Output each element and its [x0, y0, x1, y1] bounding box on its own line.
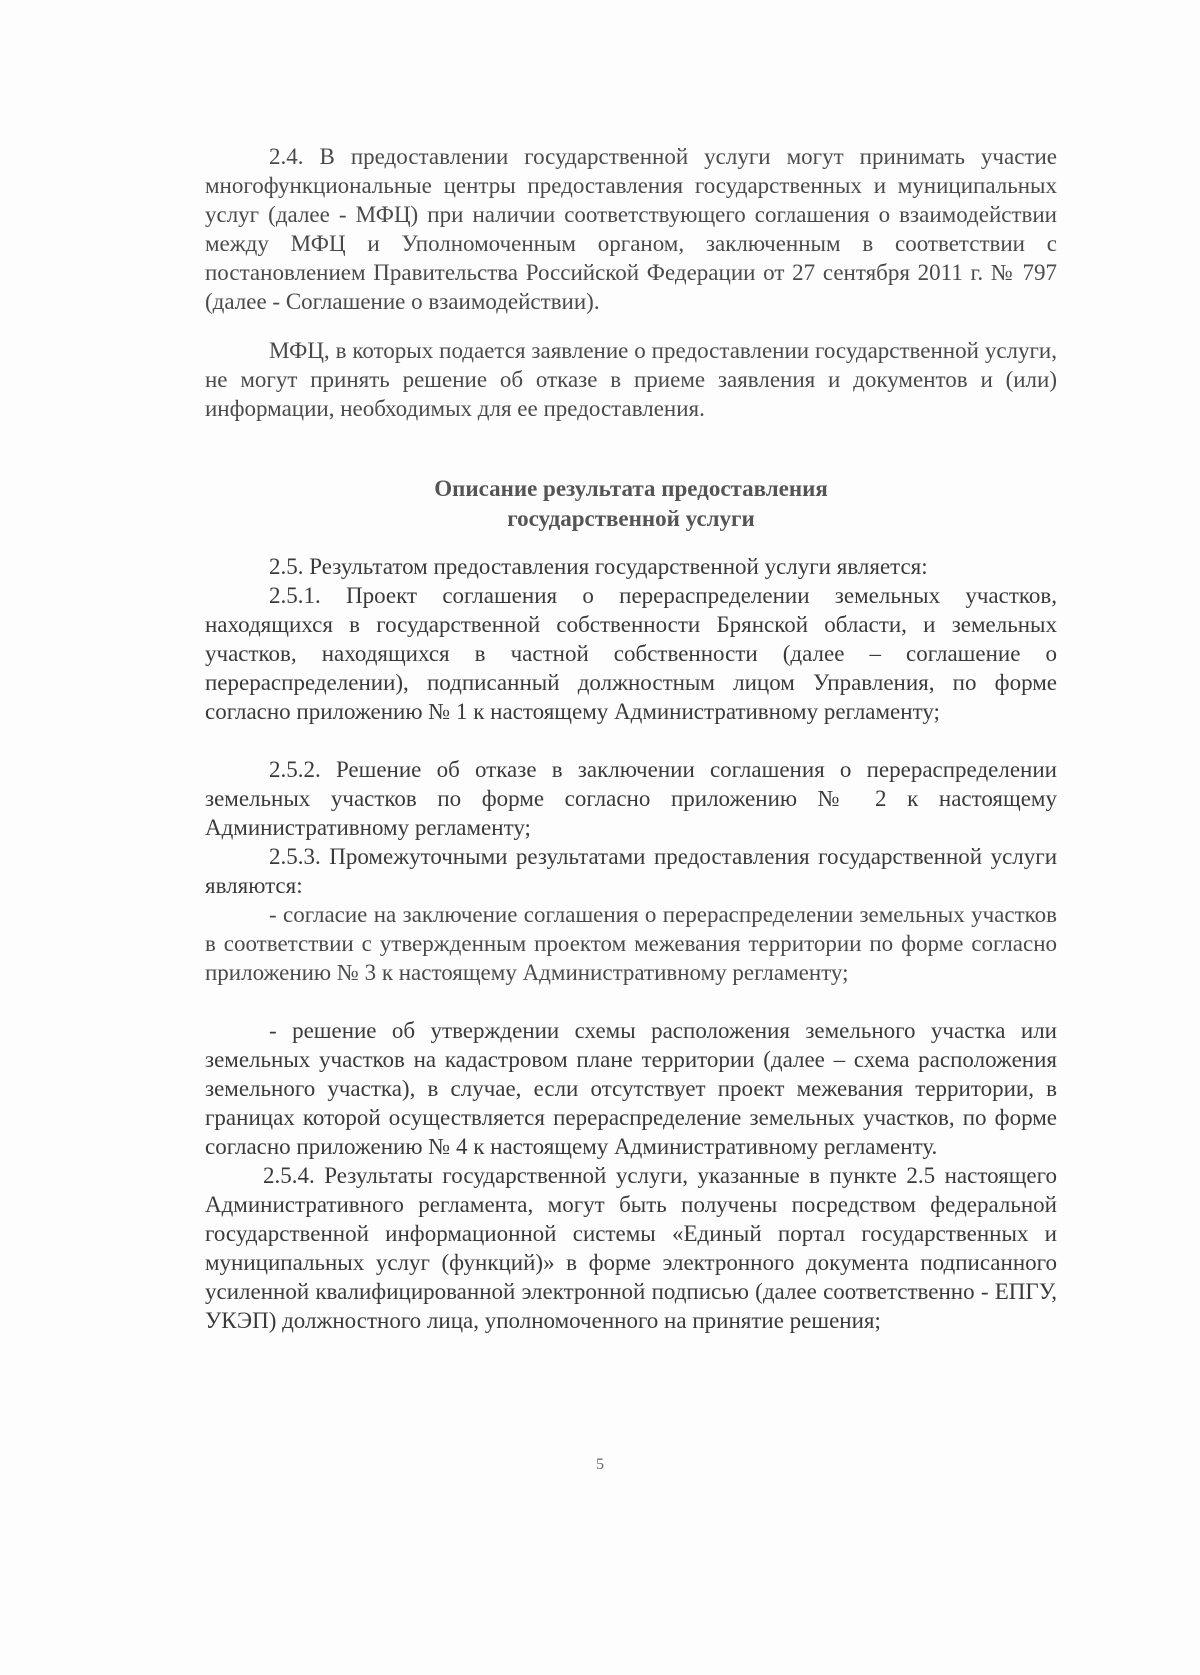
paragraph-2-4: 2.4. В предоставлении государственной услуги могут принимать участие многофункциональные центры предоставления государственных и муниципальных услуг (далее - МФЦ) при наличии соответствующего соглашения о взаимодействии между МФЦ и Уполномоченным органом, заключенным в соответствии с постановлением Правительства Российской Федерации от 27 сентября 2011 г. № 797 (далее - Соглашение о взаимодействии).	[205, 144, 1057, 314]
paragraph-2-5-1: 2.5.1. Проект соглашения о перераспределении земельных участков, находящихся в государственной собственности Брянской области, и земельных участков, находящихся в частной собственности (далее – соглашение о перераспределении), подписанный должностным лицом Управления, по форме согласно приложению № 1 к настоящему Административному регламенту;	[205, 583, 1057, 724]
section-heading-line1: Описание результата предоставления	[434, 476, 828, 501]
paragraph-bullet-decision: - решение об утверждении схемы расположения земельного участка или земельных участков на кадастровом плане территории (далее – схема расположения земельного участка), в случае, если отсутствует проект межевания территории, в границах которой осуществляется перераспределение земельных участков, по форме согласно приложению № 4 к настоящему Административному регламенту.	[205, 1018, 1057, 1159]
paragraph-mfc: МФЦ, в которых подается заявление о предоставлении государственной услуги, не могут принять решение об отказе в приеме заявления и документов и (или) информации, необходимых для ее предоставления.	[205, 338, 1057, 421]
paragraph-2-5-2: 2.5.2. Решение об отказе в заключении соглашения о перераспределении земельных участков по форме согласно приложению № 2 к настоящему Административному регламенту;	[205, 757, 1057, 840]
paragraph-bullet-consent: - согласие на заключение соглашения о перераспределении земельных участков в соответствии с утвержденным проектом межевания территории по форме согласно приложению № 3 к настоящему Административному регламенту;	[205, 902, 1057, 985]
section-heading	[205, 474, 1057, 534]
page-number: 5	[596, 1456, 604, 1473]
paragraph-2-5: 2.5. Результатом предоставления государственной услуги является:	[269, 554, 928, 579]
paragraph-2-5-3: 2.5.3. Промежуточными результатами предоставления государственной услуги являются:	[205, 844, 1057, 898]
paragraph-2-5-4: 2.5.4. Результаты государственной услуги, указанные в пункте 2.5 настоящего Административного регламента, могут быть получены посредством федеральной государственной информационной системы «Единый портал государственных и муниципальных услуг (функций)» в форме электронного документа подписанного усиленной квалифицированной электронной подписью (далее соответственно - ЕПГУ, УКЭП) должностного лица, уполномоченного на принятие решения;	[205, 1163, 1057, 1333]
section-heading-line2: государственной услуги	[507, 506, 755, 531]
